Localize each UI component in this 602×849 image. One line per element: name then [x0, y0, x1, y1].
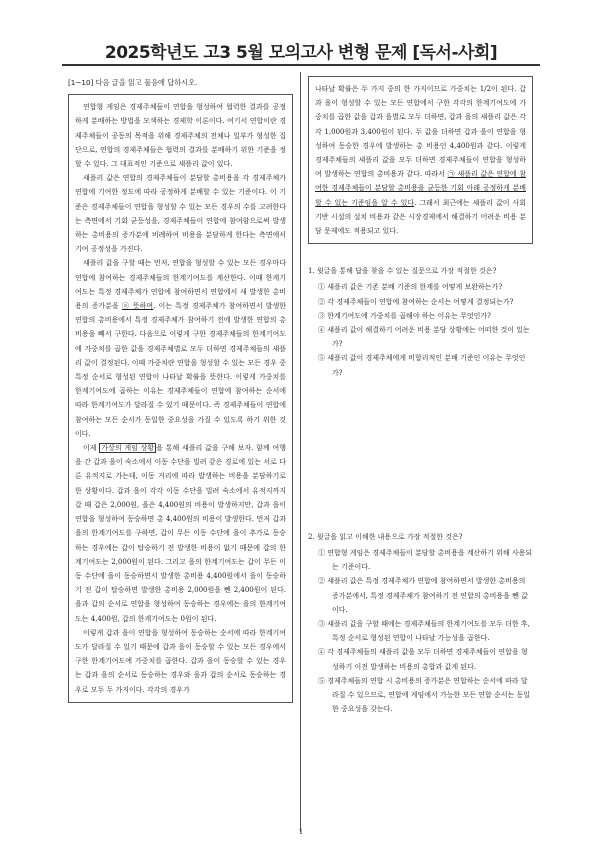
paragraph-6-part-a: 나타날 확률은 두 가지 중의 한 가지이므로 가중치는 1/2이 된다. 갑과 을이 형성할 수 있는 모든 연합에서 구한 각각의 한계기여도에 가중치를 곱한 값을 갑과 을별로 모두 더하면, 갑과 을의 섀플리 값은 각각 1,000원과 3,400원이 된다. 두 값을 더하면 갑과 을이 연합을 형성하여 동승한 경우에 발생하는 총 비용인 4,400원과 같다. 이렇게 경제주체들의 섀플리 값을 모두 더하면 경제주체들이 연합을 형성하여 발생하는 연합의 총비용과 같다. 따라서: [315, 85, 526, 179]
passage-paragraph-1: 연합형 게임은 경제주체들이 연합을 형성하여 협력한 결과를 공정하게 분배하는 방법을 모색하는 경제학 이론이다. 여기서 연합이란 경제주체들이 공동의 목적을 위해 경제주체의 전체나 일부가 형성한 집단으로, 연합의 경제주체들은 협력의 결과를 분배하기 위한 기준을 정할 수 있다. 그 대표적인 기준으로 섀플리 값이 있다.: [75, 103, 286, 169]
paragraph-6-part-b: . 그래서 최근에는 섀플리 값이 사회 기반 시설의 설치 비용과 같은 시장경제에서 해결하기 어려운 비용 분담 문제에도 적용되고 있다.: [315, 198, 526, 236]
question-2-stem: 2. 윗글을 읽고 이해한 내용으로 가장 적절한 것은?: [308, 532, 463, 541]
underlined-sentence: ㉠ 섀플리 값은 연합에 참여한 경제주체들이 분담할 총비용을 균등한 기회 아래 공정하게 분배할 수 있는 기준임을 알 수 있다: [315, 170, 527, 207]
title-rule: [62, 64, 540, 66]
paragraph-3-part-a: 섀플리 값을 구할 때는 먼저, 연합을 형성할 수 있는 모든 경우마다 연합에 참여하는 경제주체들의 한계기여도를 계산한다. 이때 한계기여도는 특정 경제주체가 연합에 참여하면서 연합에서 새 발생한 총비용의 증가분을: [75, 259, 286, 311]
left-column: [68, 76, 293, 703]
page-number: 1: [298, 828, 304, 836]
question-2-option-4[interactable]: ④ 각 경제주체들의 섀플리 값을 모두 더하면 경제주체들이 연합을 형성하기 이전 발생하는 비용의 총합과 값게 된다.: [318, 648, 528, 671]
passage-paragraph-6: [315, 82, 526, 238]
passage-continuation-box: [308, 76, 533, 244]
question-2-option-5[interactable]: ⑤ 경제주체들의 연합 시 총비용의 증가분은 연합하는 순서에 따라 달라질 수 있으므로, 연합에 게임에서 가능한 모든 연합 순서는 동일한 중요성을 갖는다.: [318, 676, 531, 714]
question-1-stem: 1. 윗글을 통해 답을 찾을 수 있는 질문으로 가장 적절한 것은?: [308, 267, 497, 276]
paragraph-4-part-b: 을 통해 섀플리 값을 구해 보자. 함께 여행을 간 갑과 을이 숙소에서 이동 수단을 빌려 같은 경로에 있는 서로 다른 유적지로 가는데, 이동 거리에 따라 발생하는 비용을 분담하기로 한 상황이다. 갑과 을이 각각 이동 수단을 빌려 숙소에서 유적지까지 갈 때 갑은 2,000원, 을은 4,400원의 비용이 발생하지만, 갑과 을이 연합을 형성하여 동승하면 총 4,400원의 비용이 발생한다. 먼저 갑과 을의 한계기여도를 구하면, 갑이 무든 이동 수단에 을이 추가로 동승하는 경우에는 갑이 탑승하기 전 발생한 비용이 없기 때문에 갑의 한계기여도는 2,000원이 된다. 그리고 을의 한계기여도는 갑이 무든 이동 수단에 을이 동승하면서 발생한 총비용 4,400원에서 을이 동승하기 전 갑이 탑승하면 발생한 총비용 2,000원을 뺀 2,400원이 된다. 을과 갑의 순서로 연합을 형성하여 동승하는 경우에는 을의 한계기여도는 4,400원, 갑의 한계기여도는 0원이 된다.: [75, 444, 286, 623]
column-divider: [300, 72, 301, 832]
passage-paragraph-2: 섀플리 값은 연합의 경제주체들이 분담할 총비용을 각 경제주체가 연합에 기여한 정도에 따라 공정하게 분배할 수 있는 기준이다. 이 기준은 경제주체들이 연합을 형성할 수 있는 모든 경우의 수를 고려한다는 측면에서 기회 균등성을, 경제주체들이 연합에 참여함으로써 발생하는 총비용의 증가분에 비례하여 비용을 분담하게 한다는 측면에서 기여 공정성을 가진다.: [75, 174, 286, 254]
question-2-option-1[interactable]: ① 연합형 게임은 경제주체들이 분담할 총비용을 계산하기 위해 사용되는 기준이다.: [318, 549, 533, 572]
paragraph-4-part-a: 이제: [83, 444, 100, 453]
boxed-phrase: 가상의 게임 상황: [101, 444, 155, 453]
question-1-option-5[interactable]: ⑤ 섀플리 값이 경제주체에게 비합리적인 분배 기준인 이유는 무엇인가?: [318, 354, 526, 377]
question-1-option-2[interactable]: ② 각 경제주체들이 연합에 참여하는 순서는 어떻게 결정되는가?: [318, 297, 514, 306]
question-2-option-3[interactable]: ③ 섀플리 값을 구할 때에는 경제주체들의 한계기여도를 모두 더한 후, 특정 순서로 형성된 연합이 나타날 가능성을 곱한다.: [318, 620, 530, 643]
paragraph-3-part-b: , 이는 특정 경제주체가 참여하면서 발생한 연합의 총비용에서 특정 경제주체가 참여하기 전에 발생한 연합의 총비용을 빼서 구한다. 다음으로 이렇게 구한 경제주체들의 한계기여도에 가중치를 곱한 값을 경제주체별로 모두 더하면 경제주체들의 섀플리 값이 결정된다. 이때 가중치란 연합을 형성할 수 있는 모든 경우 중 특정 순서로 형성된 연합이 나타날 확률을 뜻한다. 이렇게 가중치를 한계기여도에 곱하는 이유는 경제주체들이 연합에 참여하는 순서에 따라 한계기여도가 달라질 수 있기 때문이다. 즉 경제주체들이 연합에 참여하는 모든 순서가 동일한 중요성을 가질 수 있도록 하기 위한 것이다.: [75, 302, 286, 438]
question-2: [308, 530, 533, 717]
passage-box: [68, 94, 293, 703]
question-1: [308, 264, 533, 380]
question-1-option-3[interactable]: ③ 한계기여도에 가중치를 곱해야 하는 이유는 무엇인가?: [318, 311, 491, 320]
right-column: [308, 76, 533, 717]
page-title: 2025학년도 고3 5월 모의고사 변형 문제 [독서-사회]: [104, 43, 498, 63]
instruction: [1~10] 다음 글을 읽고 물음에 답하시오.: [68, 78, 198, 87]
question-1-option-4[interactable]: ④ 섀플리 값이 해결하기 어려운 비용 분담 상황에는 어떠한 것이 있는가?: [318, 326, 530, 349]
question-1-option-1[interactable]: ① 섀플리 값은 기존 분배 기준의 한계를 어떻게 보완하는가?: [318, 283, 503, 292]
marked-word-a: ⓐ 뜻하며: [121, 302, 154, 311]
question-2-option-2[interactable]: ② 섀플리 값은 특정 경제주체가 연합에 참여하면서 발생한 총비용의 증가분에서, 특정 경제주체가 참여하기 전 연합의 총비용을 뺀 값이다.: [318, 577, 528, 614]
passage-paragraph-5: 이렇게 갑과 을이 연합을 형성하여 동승하는 순서에 따라 한계기여도가 달라질 수 있기 때문에 갑과 을이 동승할 수 있는 모든 경우에서 구한 한계기여도에 가중치를 곱한다. 갑과 을이 동승할 수 있는 경우는 갑과 을의 순서로 동승하는 경우와 을과 갑의 순서로 동승하는 경우로 모두 두 가지이다. 각각의 경우가: [75, 628, 286, 694]
passage-paragraph-4: [75, 441, 286, 626]
passage-paragraph-3: [75, 256, 286, 441]
